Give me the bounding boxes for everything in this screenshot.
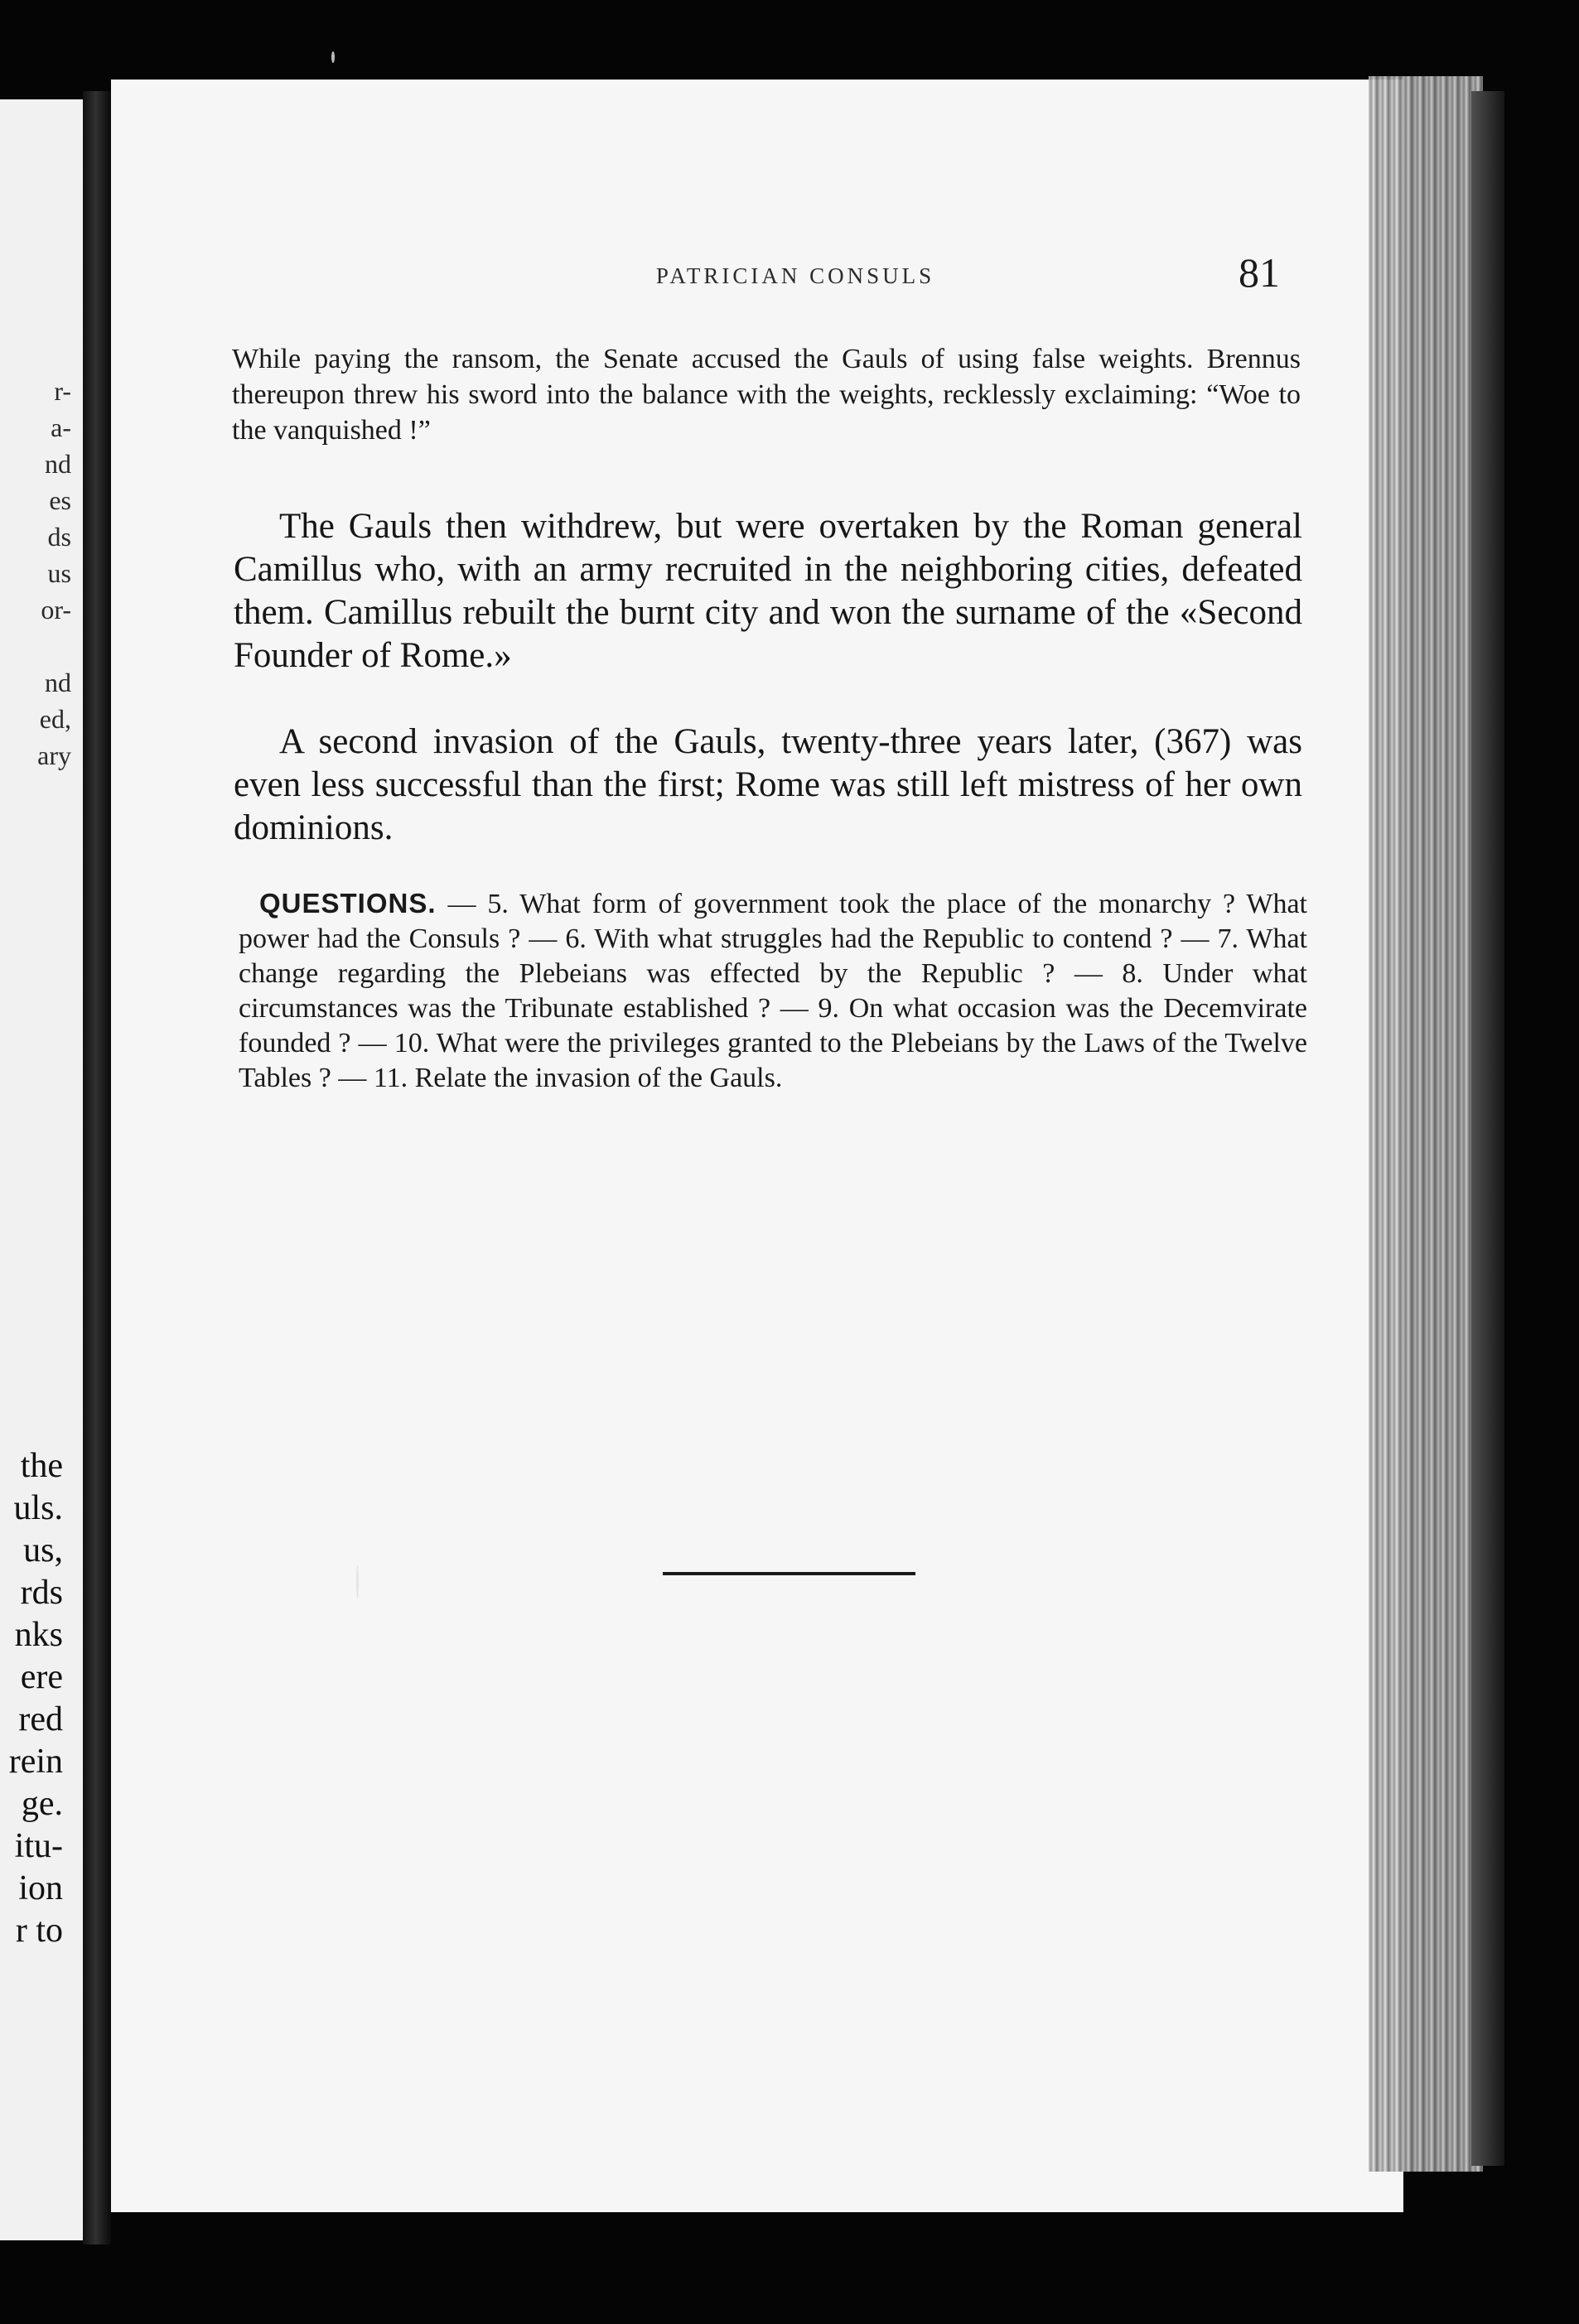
book-gutter <box>83 91 111 2244</box>
running-title: PATRICIAN CONSULS <box>655 263 935 288</box>
facing-page <box>0 99 83 2240</box>
paragraph-second-invasion: A second invasion of the Gauls, twenty-three years later, (367) was even less successful than the first; Rome was still left mistress of her own dominions. <box>234 722 1302 847</box>
fragment: ed, <box>39 704 71 734</box>
page-edge <box>1369 76 1483 2172</box>
paragraph-ransom: While paying the ransom, the Senate accused the Gauls of using false weights. Brennus thereupon threw his sword into the balance with the weights, recklessly exclaiming: “Woe to the vanquished !” <box>232 344 1301 446</box>
page-edge-shadow <box>1471 91 1504 2166</box>
questions-label: QUESTIONS. <box>259 888 437 919</box>
fragment: r- <box>54 376 71 406</box>
scan-speck <box>356 1565 359 1598</box>
paragraph-camillus: The Gauls then withdrew, but were overtaken by the Roman general Camillus who, with an army recruited in the neighboring cities, defeated them. Camillus rebuilt the burnt city and won the surname of the «Second Founder of Rome.» <box>234 507 1302 675</box>
facing-page-fragments-top <box>37 373 71 774</box>
fragment: rein <box>8 1743 63 1781</box>
questions-block <box>239 886 1307 1096</box>
fragment: a- <box>51 412 71 442</box>
facing-page-fragments-bottom <box>9 1445 63 1952</box>
fragment: or- <box>41 595 71 624</box>
fragment: ds <box>47 522 71 552</box>
fragment: ary <box>37 740 71 770</box>
questions-text: — 5. What form of government took the place of the monarchy ? What power had the Consuls ? — 6. With what struggles had the Republic to contend ? — 7. What change regarding the Plebeians was effected by the Republic ? — 8. Under what circumstances was the Tribunate established ? — 9. On what occasion was the Decemvirate founded ? — 10. What were the privileges granted to the Plebeians by the Laws of the Twelve Tables ? — 11. Relate the invasion of the Gauls. <box>239 889 1307 1093</box>
fragment: ion <box>18 1869 63 1907</box>
page-number: 81 <box>1239 249 1280 296</box>
fragment: nd <box>45 449 71 479</box>
fragment: us <box>47 558 71 588</box>
fragment: the <box>20 1447 63 1485</box>
fragment: nd <box>45 668 71 697</box>
fragment: us, <box>23 1531 63 1569</box>
fragment <box>37 628 71 664</box>
fragment: itu- <box>14 1827 63 1865</box>
fragment: ge. <box>21 1785 63 1823</box>
fragment: rds <box>20 1574 63 1612</box>
fragment: red <box>18 1700 63 1738</box>
end-rule <box>663 1572 915 1575</box>
fragment: ere <box>20 1658 63 1696</box>
fragment: es <box>49 485 71 515</box>
scan-speck <box>331 51 335 63</box>
fragment: uls. <box>13 1489 63 1527</box>
fragment: nks <box>14 1616 63 1654</box>
fragment: r to <box>15 1912 63 1950</box>
